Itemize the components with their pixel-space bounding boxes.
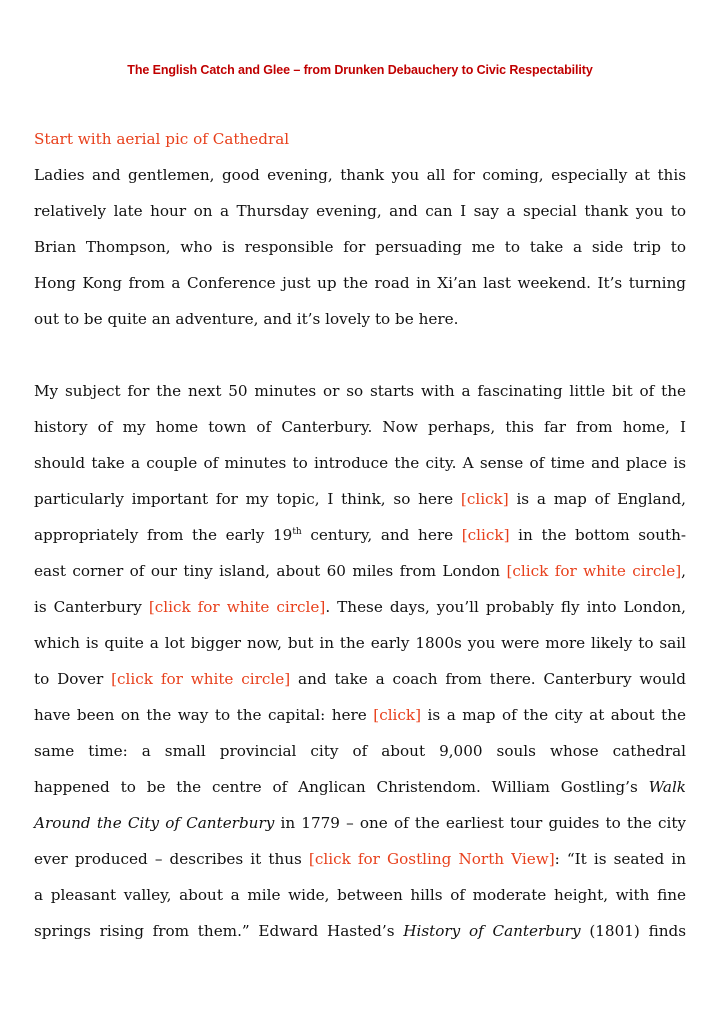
paragraph-line: My subject for the next 50 minutes or so starts with a fascinating little bit of the: [34, 382, 686, 400]
click-cue: [click for white circle]: [148, 598, 326, 616]
text-run: ,: [681, 562, 686, 580]
italic-title: Walk: [648, 778, 686, 796]
text-run: east corner of our tiny island, about 60 miles from London: [34, 562, 507, 580]
paragraph-line: Hong Kong from a Conference just up the road in Xi’an last weekend. It’s turning: [34, 274, 686, 292]
text-run: and take a coach from there. Canterbury would: [290, 670, 686, 688]
text-run: century, and here: [301, 526, 462, 544]
paragraph-line: out to be quite an adventure, and it’s lovely to be here.: [34, 310, 459, 328]
italic-title: History of Canterbury: [403, 922, 581, 940]
text-run: ever produced – describes it thus: [34, 850, 309, 868]
paragraph-line: [34, 913, 686, 949]
text-run: in the bottom south-: [509, 526, 686, 544]
paragraph-line: a pleasant valley, about a mile wide, between hills of moderate height, with fine: [34, 886, 686, 904]
stage-note: Start with aerial pic of Cathedral: [34, 130, 290, 148]
click-cue: [click]: [460, 490, 509, 508]
paragraph-line: [34, 481, 686, 517]
click-cue: [click for white circle]: [506, 562, 682, 580]
paragraph-1: [34, 157, 686, 337]
paragraph-line: same time: a small provincial city of about 9,000 souls whose cathedral: [34, 742, 686, 760]
click-cue: [click]: [373, 706, 422, 724]
paragraph-line: Brian Thompson, who is responsible for persuading me to take a side trip to: [34, 238, 686, 256]
text-run: is a map of England,: [508, 490, 687, 508]
paragraph-gap: [34, 337, 686, 373]
paragraph-line: [34, 805, 686, 841]
text-run: is Canterbury: [34, 598, 149, 616]
paragraph-line: [34, 841, 686, 877]
paragraph-line: [34, 697, 686, 733]
click-cue: [click for white circle]: [111, 670, 291, 688]
paragraph-2: [34, 373, 686, 949]
text-run: : “It is seated in: [554, 850, 686, 868]
paragraph-line: [34, 661, 686, 697]
text-run: particularly important for my topic, I think, so here: [34, 490, 461, 508]
paragraph-line: [34, 589, 686, 625]
text-run: have been on the way to the capital: here: [34, 706, 374, 724]
paragraph-line: should take a couple of minutes to introduce the city. A sense of time and place is: [34, 454, 686, 472]
superscript: th: [292, 527, 302, 537]
click-cue: [click]: [461, 526, 510, 544]
paragraph-line: [34, 553, 686, 589]
text-run: is a map of the city at about the: [421, 706, 686, 724]
text-run: happened to be the centre of Anglican Christendom. William Gostling’s: [34, 778, 649, 796]
text-run: to Dover: [34, 670, 112, 688]
document-title: The English Catch and Glee – from Drunken Debauchery to Civic Respectability: [127, 63, 593, 77]
document-body: [34, 121, 686, 949]
text-run: . These days, you’ll probably fly into London,: [325, 598, 686, 616]
click-cue: [click for Gostling North View]: [308, 850, 555, 868]
italic-title: Around the City of Canterbury: [34, 814, 275, 832]
paragraph-line: [34, 769, 686, 805]
paragraph-line: which is quite a lot bigger now, but in the early 1800s you were more likely to sail: [34, 634, 686, 652]
text-run: (1801) finds: [580, 922, 686, 940]
text-run: in 1779 – one of the earliest tour guides to the city: [274, 814, 686, 832]
paragraph-line: [34, 517, 686, 553]
text-run: appropriately from the early 19: [34, 526, 293, 544]
paragraph-line: relatively late hour on a Thursday evening, and can I say a special thank you to: [34, 202, 686, 220]
text-run: springs rising from them.” Edward Hasted’s: [34, 922, 404, 940]
paragraph-line: Ladies and gentlemen, good evening, thank you all for coming, especially at this: [34, 166, 686, 184]
paragraph-line: history of my home town of Canterbury. Now perhaps, this far from home, I: [34, 418, 686, 436]
